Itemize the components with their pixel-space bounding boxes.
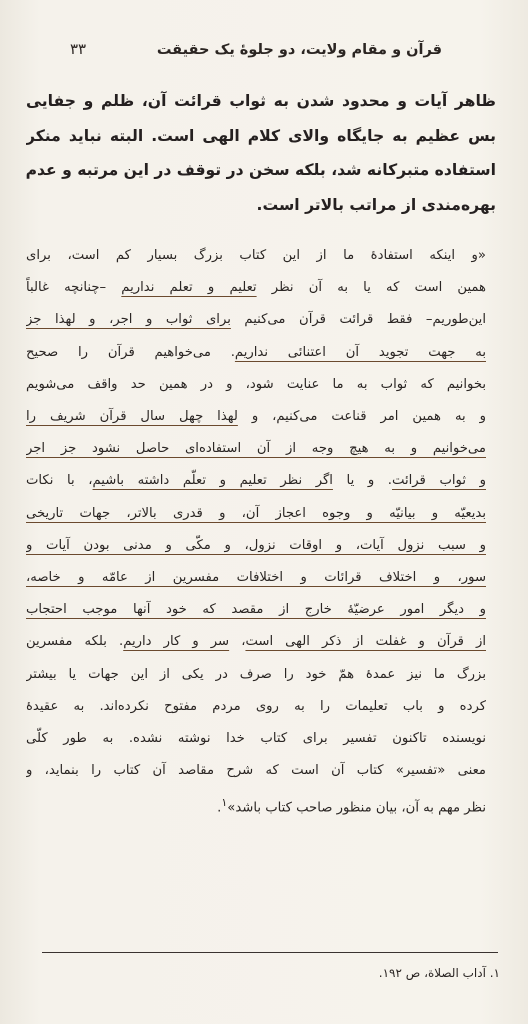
text-segment: . و یا [332,473,392,489]
quote-line [26,530,486,562]
underlined-text: می‌خوانیم و به هیچ وجه از آن استفاده‌ای حاصل نشود جز اجر [26,441,486,457]
text-segment: بخوانیم که ثواب به ما عنایت شود، و در همین حد واقف می‌شویم [26,376,486,392]
text-segment: نظر مهم به آن، بیان منظور صاحب کتاب باشد» [227,800,486,816]
text-segment: و به همین امر قناعت می‌کنیم، و [237,409,486,425]
quote-line [26,401,486,433]
text-segment: معنی «تفسیر» کتاب آن است که شرح مقاصد آن کتاب را بنماید، و [26,763,486,779]
quote-line [26,594,486,626]
underlined-text: بدیعیّه و بیانیّه و وجوه اعجاز آن، و قدری بالاتر، جهات تاریخی [26,505,486,521]
intro-line: ظاهر آیات و محدود شدن به ثواب قرائت آن، ظلم و جفایی [26,92,496,110]
underlined-text: از قرآن و غفلت از ذکر الهی است [245,634,486,650]
footnote: ۱. آداب الصلاة، ص ۱۹۲. [378,966,500,980]
text-segment: –چنانچه غالباً [26,280,122,296]
quote-line [26,498,486,530]
quote-line [26,304,486,336]
quote-line [26,723,486,755]
quote-line [26,626,486,658]
underlined-text: به جهت تجوید آن اعتنائی نداریم [234,344,486,360]
underlined-text: سر و کار داریم [123,634,230,650]
text-segment: بزرگ ما نیز عمدهٔ همّ خود را صرف در یکی از این جهات یا بیشتر [26,666,486,682]
text-segment: . [217,800,222,816]
quote-line [26,337,486,369]
text-segment: نویسنده تاکنون تفسیر برای کتاب خدا نوشته نشده. به طور کلّی [26,731,486,747]
underlined-text: و سبب نزول آیات، و اوقات نزول، و مکّی و مدنی بودن آیات و [26,537,486,553]
quote-line [26,272,486,304]
intro-paragraph [26,84,496,222]
intro-line: بهره‌مندی از مراتب بالاتر است. [256,195,496,214]
quote-line [26,465,486,497]
underlined-text: اگر نظر تعلیم و تعلّم داشته باشیم [92,473,333,489]
text-segment: همین است که یا به آن نظر [256,280,486,296]
quote-line [26,240,486,272]
footnote-divider [42,952,498,953]
quote-line [26,787,486,825]
quoted-passage [26,240,486,825]
underlined-text: سور، و اختلاف قرائات و اختلافات مفسرین از عامّه و خاصه، [26,570,486,586]
text-segment: ، با نکات [26,473,93,489]
underlined-text: برای ثواب و اجر، و لهذا جز [26,312,231,328]
underlined-text: تعلیم و تعلم نداریم [121,280,257,296]
quote-line [26,369,486,401]
running-title: قرآن و مقام ولایت، دو جلوهٔ یک حقیقت [156,42,442,58]
underlined-text: لهذا چهل سال قرآن شریف را [26,409,238,425]
footnote-marker: ۱ [221,796,228,810]
quote-line [26,433,486,465]
text-segment: ، [229,634,246,650]
intro-line: بس عظیم به جایگاه والای کلام الهی است. البته نباید منکر [26,126,496,145]
page-number: ۳۳ [70,40,87,58]
quote-line [26,691,486,723]
intro-line: استفاده متبرکانه شد، بلکه سخن در توقف در این مرتبه و عدم [26,161,496,179]
underlined-text: و دیگر امور عرضیّهٔ خارج از مقصد که خود آنها موجب احتجاب [26,602,486,618]
quote-line [26,755,486,787]
text-segment: این‌طوریم– فقط قرائت قرآن می‌کنیم [230,312,486,328]
text-segment: کرده و باب تعلیمات را به روی مردم مفتوح نکرده‌اند. به عقیدهٔ [26,698,486,714]
text-segment: . بلکه مفسرین [26,634,124,650]
running-header [70,40,442,58]
text-segment: «و اینکه استفادهٔ ما از این کتاب بزرگ بسیار کم است، برای [26,248,486,263]
text-segment: . می‌خواهیم قرآن را صحیح [26,344,235,360]
quote-line [26,659,486,691]
quote-line [26,562,486,594]
underlined-text: و ثواب قرائت [392,473,486,489]
